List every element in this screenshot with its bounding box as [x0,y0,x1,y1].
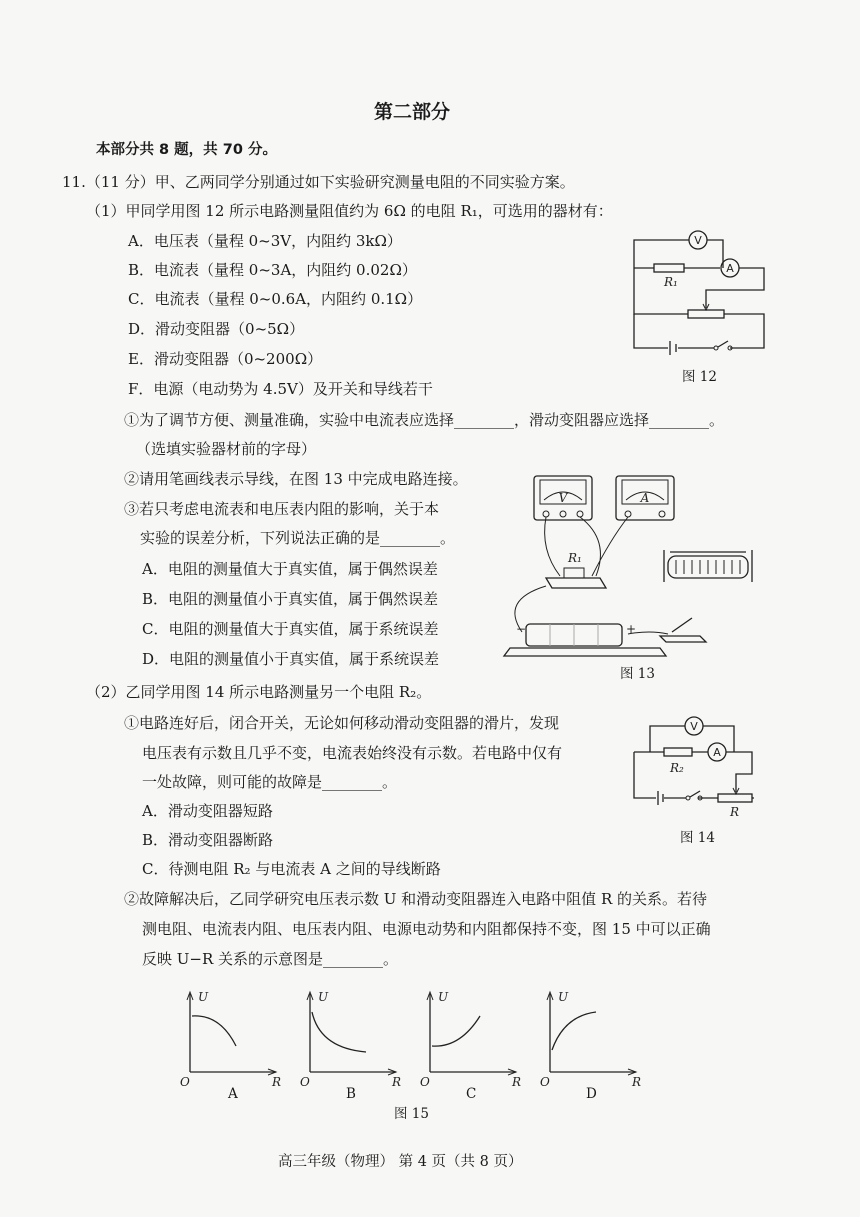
graph-d [540,990,641,1089]
section-title: 第二部分 [374,101,451,123]
resistor-r1-icon [564,568,584,578]
figure-13-apparatus [500,470,770,660]
page-footer: 高三年级（物理） 第 4 页（共 8 页） [278,1154,523,1170]
ammeter-label: A [713,746,721,759]
axis-u-label: U [198,990,209,1004]
svg-text:O: O [540,1075,550,1089]
part1-question3-cont: 实验的误差分析，下列说法正确的是________。 [140,529,456,547]
choice-option: B．电阻的测量值小于真实值，属于偶然误差 [142,590,439,608]
curve-a [192,1016,236,1046]
part2-question2-cont: 反映 U−R 关系的示意图是________。 [142,950,399,968]
svg-text:R: R [512,1075,522,1089]
figure-12-circuit [628,228,773,358]
switch-icon [718,341,728,347]
graph-a [180,990,281,1089]
figure-14-caption: 图 14 [680,830,715,846]
resistor-r1-label: R₁ [664,275,678,289]
figure-13-caption: 图 13 [620,666,655,682]
choice-option: A．滑动变阻器短路 [142,802,273,820]
part2-intro: （2）乙同学用图 14 所示电路测量另一个电阻 R₂。 [86,683,432,701]
graph-c [420,990,521,1089]
axis-r-label: R [272,1075,282,1089]
svg-text:O: O [420,1075,430,1089]
equipment-item: E．滑动变阻器（0~200Ω） [128,350,323,368]
graph-c-label: C [466,1086,477,1102]
ammeter-label: A [640,491,650,505]
part2-question1: ①电路连好后，闭合开关，无论如何移动滑动变阻器的滑片，发现 [124,714,560,732]
voltmeter-label: V [558,491,568,505]
rheostat-label: R [730,805,740,819]
equipment-item: B．电流表（量程 0~3A，内阻约 0.02Ω） [128,261,417,279]
graph-a-label: A [228,1086,238,1102]
svg-text:R: R [392,1075,402,1089]
rheostat-icon [718,794,752,802]
equipment-item: D．滑动变阻器（0~5Ω） [128,320,305,338]
resistor-r2-icon [664,748,692,756]
equipment-item: F．电源（电动势为 4.5V）及开关和导线若干 [128,380,433,398]
resistor-r1-icon [654,264,684,272]
part1-question1-note: （选填实验器材前的字母） [136,440,317,458]
graph-b [300,990,401,1089]
svg-text:O: O [300,1075,310,1089]
svg-text:U: U [438,990,449,1004]
part2-question1-cont: 电压表有示数且几乎不变，电流表始终没有示数。若电路中仅有 [142,744,563,762]
choice-option: C．电阻的测量值大于真实值，属于系统误差 [142,620,439,638]
voltmeter-label: V [694,234,702,247]
resistor-r1-label: R₁ [568,551,582,565]
svg-text:U: U [558,990,569,1004]
svg-text:R: R [632,1075,642,1089]
battery-plus-label: + [626,622,637,636]
choice-option: B．滑动变阻器断路 [142,831,274,849]
part2-question1-cont: 一处故障，则可能的故障是________。 [142,773,398,791]
figure-15-caption: 图 15 [394,1106,429,1122]
figure-14-circuit [628,714,768,819]
figure-15-graphs [180,986,650,1089]
graph-b-label: B [346,1086,356,1102]
battery-minus-label: − [516,622,527,636]
curve-c [432,1016,480,1046]
curve-d [552,1012,596,1050]
part1-question3: ③若只考虑电流表和电压表内阻的影响，关于本 [124,500,440,518]
choice-option: C．待测电阻 R₂ 与电流表 A 之间的导线断路 [142,860,441,878]
section-intro: 本部分共 8 题，共 70 分。 [96,142,277,158]
curve-b [312,1012,366,1052]
voltmeter-label: V [690,720,698,733]
question-stem: 11.（11 分）甲、乙两同学分别通过如下实验研究测量电阻的不同实验方案。 [62,173,575,191]
figure-12-caption: 图 12 [682,369,717,385]
part2-question2: ②故障解决后，乙同学研究电压表示数 U 和滑动变阻器连入电路中阻值 R 的关系。若待 [124,890,708,908]
graph-d-label: D [586,1086,597,1102]
equipment-item: C．电流表（量程 0~0.6A，内阻约 0.1Ω） [128,290,423,308]
origin-label: O [180,1075,190,1089]
part1-intro: （1）甲同学用图 12 所示电路测量阻值约为 6Ω 的电阻 R₁，可选用的器材有： [86,202,613,220]
part1-question2: ②请用笔画线表示导线，在图 13 中完成电路连接。 [124,470,468,488]
rheostat-icon [688,310,724,318]
choice-option: D．电阻的测量值小于真实值，属于系统误差 [142,650,440,668]
switch-icon [672,618,692,632]
choice-option: A．电阻的测量值大于真实值，属于偶然误差 [142,560,438,578]
svg-text:U: U [318,990,329,1004]
ammeter-label: A [726,262,734,275]
resistor-r2-label: R₂ [670,761,684,775]
part2-question2-cont: 测电阻、电流表内阻、电压表内阻、电源电动势和内阻都保持不变，图 15 中可以正确 [142,920,711,938]
equipment-item: A．电压表（量程 0~3V，内阻约 3kΩ） [128,232,402,250]
part1-question1: ①为了调节方便、测量准确，实验中电流表应选择________，滑动变阻器应选择________。 [124,411,725,429]
